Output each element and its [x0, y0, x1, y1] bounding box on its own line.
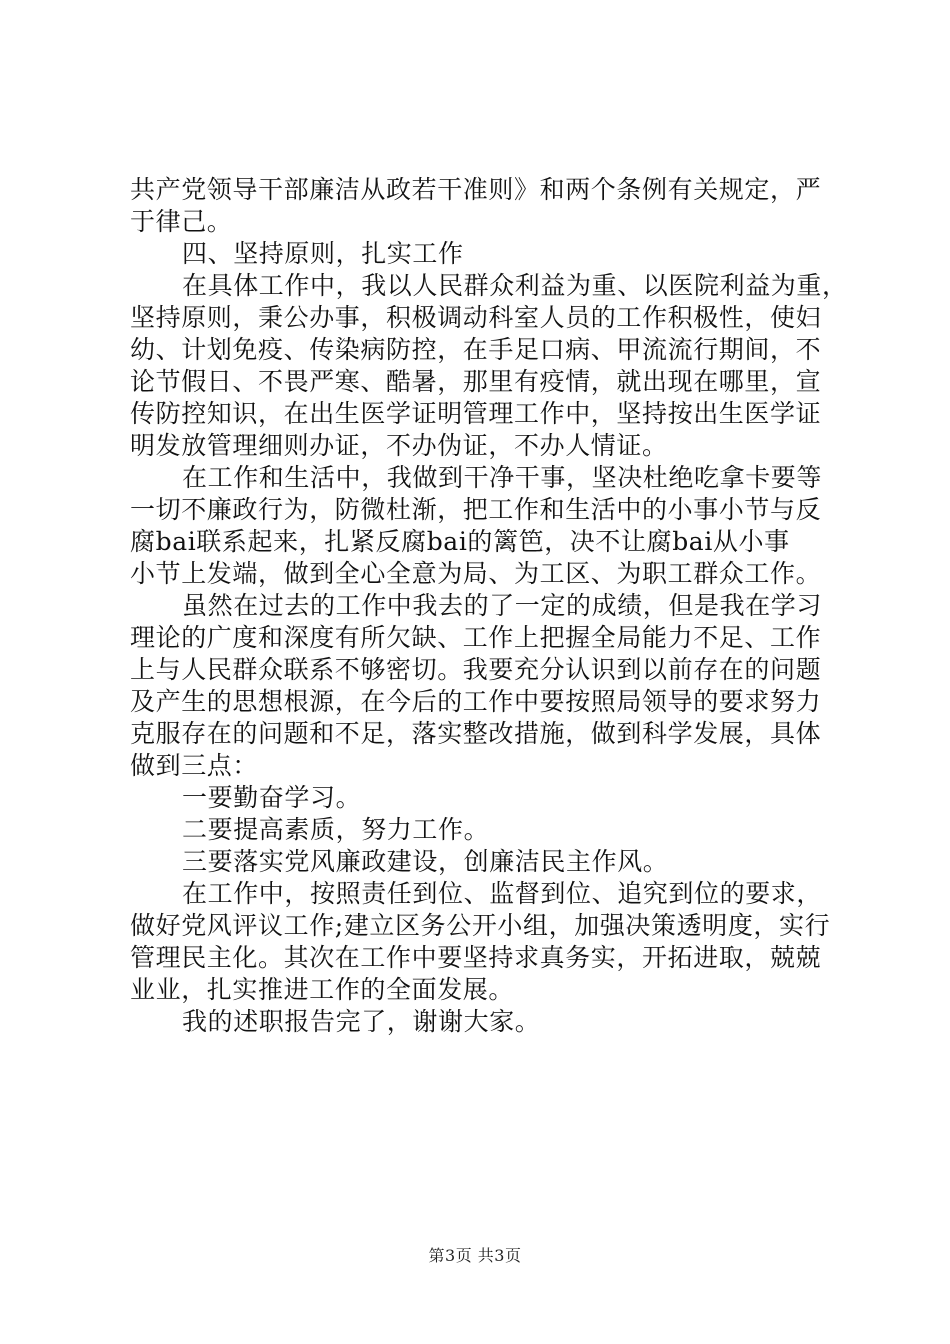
- text-line: 坚持原则，秉公办事，积极调动科室人员的工作积极性，使妇: [130, 303, 822, 332]
- text-line: 管理民主化。其次在工作中要坚持求真务实，开拓进取，兢兢: [130, 943, 822, 972]
- list-item: 三要落实党风廉政建设，创廉洁民主作风。: [182, 847, 669, 876]
- text-line: 小节上发端，做到全心全意为局、为工区、为职工群众工作。: [130, 559, 822, 588]
- list-item: 二要提高素质，努力工作。: [182, 815, 490, 844]
- text-line: 上与人民群众联系不够密切。我要充分认识到以前存在的问题: [130, 655, 822, 684]
- text-line: 腐bai联系起来，扎紧反腐bai的篱笆，决不让腐bai从小事: [130, 527, 790, 556]
- list-item: 一要勤奋学习。: [182, 783, 362, 812]
- text-line: 做好党风评议工作;建立区务公开小组，加强决策透明度，实行: [130, 911, 831, 940]
- text-line: 克服存在的问题和不足，落实整改措施，做到科学发展，具体: [130, 719, 822, 748]
- text-line: 在工作中，按照责任到位、监督到位、追究到位的要求，: [182, 879, 823, 908]
- text-line: 在工作和生活中，我做到干净干事，坚决杜绝吃拿卡要等: [182, 463, 823, 492]
- document-body: [130, 174, 848, 1038]
- page-footer: 第3页 共3页: [428, 1246, 522, 1265]
- text-line: 幼、计划免疫、传染病防控，在手足口病、甲流流行期间，不: [130, 335, 822, 364]
- text-line: 于律己。: [130, 207, 233, 236]
- text-line: 虽然在过去的工作中我去的了一定的成绩，但是我在学习: [182, 591, 823, 620]
- closing-line: 我的述职报告完了，谢谢大家。: [182, 1007, 541, 1036]
- section-heading: 四、坚持原则，扎实工作: [182, 239, 464, 268]
- text-line: 理论的广度和深度有所欠缺、工作上把握全局能力不足、工作: [130, 623, 822, 652]
- text-line: 业业，扎实推进工作的全面发展。: [130, 975, 515, 1004]
- text-line: 一切不廉政行为，防微杜渐，把工作和生活中的小事小节与反: [130, 495, 822, 524]
- text-line: 在具体工作中，我以人民群众利益为重、以医院利益为重，: [182, 271, 848, 300]
- text-line: 共产党领导干部廉洁从政若干准则》和两个条例有关规定，严: [130, 175, 822, 204]
- text-line: 传防控知识，在出生医学证明管理工作中，坚持按出生医学证: [130, 399, 822, 428]
- text-line: 做到三点：: [130, 751, 259, 780]
- text-line: 及产生的思想根源，在今后的工作中要按照局领导的要求努力: [130, 687, 822, 716]
- text-line: 论节假日、不畏严寒、酷暑，那里有疫情，就出现在哪里，宣: [130, 367, 822, 396]
- text-line: 明发放管理细则办证，不办伪证，不办人情证。: [130, 431, 668, 460]
